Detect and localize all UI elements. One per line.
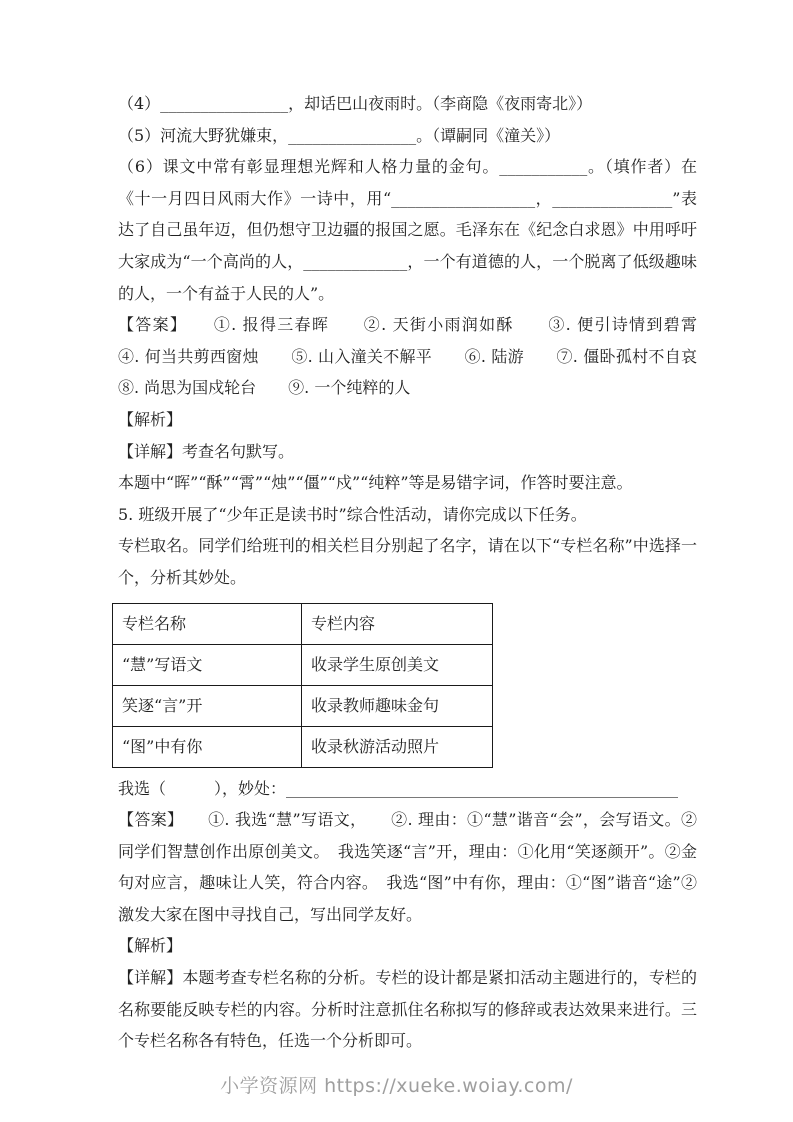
table-row bbox=[113, 726, 493, 767]
footer-watermark: 小学资源网 https://xueke.woiay.com/ bbox=[220, 1075, 573, 1097]
question-6-block: （6）课文中常有彰显理想光辉和人格力量的金句。___________。（填作者）在《十一月四日风雨大作》一诗中，用“__________________，_______________”表达了自己虽年迈，但仍想守卫边疆的报国之愿。毛泽东在《纪念白求恩》中用呼吁大家成为“一个高尚的人，_____________，一个有道德的人，一个脱离了低级趣味的人，一个有益于人民的人”。 bbox=[118, 157, 697, 303]
choice-fill-line: 我选（ ），妙处：_________________________________________________ bbox=[118, 778, 679, 798]
table-cell-column-content: 收录教师趣味金句 bbox=[302, 685, 493, 726]
document-content bbox=[118, 88, 730, 1057]
answer-block-dictation: 【答案】 ①. 报得三春晖 ②. 天街小雨润如酥 ③. 便引诗情到碧霄 ④. 何当共剪西窗烛 ⑤. 山入潼关不解平 ⑥. 陆游 ⑦. 僵卧孤村不自哀 ⑧. 尚思为国戍轮台 ⑨. 一个纯粹的人 bbox=[118, 315, 730, 398]
table-row bbox=[113, 644, 493, 685]
table-cell-column-name: 笑逐“言”开 bbox=[113, 685, 302, 726]
table-cell-column-name: “慧”写语文 bbox=[113, 644, 302, 685]
detail-explanation: 【详解】考查名句默写。 bbox=[118, 441, 295, 461]
analysis-label: 【解析】 bbox=[118, 409, 183, 429]
table-row bbox=[113, 685, 493, 726]
question-4-line: （4）________________，却话巴山夜雨时。（李商隐《夜雨寄北》） bbox=[118, 94, 593, 113]
column-naming-intro: 专栏取名。同学们给班刊的相关栏目分别起了名字，请在以下“专栏名称”中选择一个，分析其妙处。 bbox=[118, 536, 697, 587]
question-5-task-line: 5. 班级开展了“少年正是读书时”综合性活动，请你完成以下任务。 bbox=[118, 504, 587, 524]
table-cell-column-name: “图”中有你 bbox=[113, 726, 302, 767]
detail-explanation-2: 【详解】本题考查专栏名称的分析。专栏的设计都是紧扣活动主题进行的，专栏的名称要能反映专栏的内容。分析时注意抓住名称拟写的修辞或表达效果来进行。三个专栏名称各有特色，任选一个分析即可。 bbox=[118, 968, 697, 1051]
column-table bbox=[112, 603, 493, 768]
table-header-column-content: 专栏内容 bbox=[302, 603, 493, 644]
question-5-line: （5）河流大野犹嫌束，________________。（谭嗣同《潼关》） bbox=[118, 125, 561, 145]
table-header-row bbox=[113, 603, 493, 644]
table-header-column-name: 专栏名称 bbox=[113, 603, 302, 644]
error-prone-words-note: 本题中“晖”“酥”“霄”“烛”“僵”“戍”“纯粹”等是易错字词，作答时要注意。 bbox=[118, 473, 633, 493]
answer-block-column: 【答案】 ①. 我选“慧”写语文， ②. 理由：①“慧”谐音“会”，会写语文。②同学们智慧创作出原创美文。 我选笑逐“言”开，理由：①化用“笑逐颜开”。②金句对应言，趣味让人笑，符合内容。 我选“图”中有你，理由：①“图”谐音“途”②激发大家在图中寻找自己，写出同学友好。 bbox=[118, 810, 697, 924]
analysis-label-2: 【解析】 bbox=[118, 936, 183, 956]
table-cell-column-content: 收录秋游活动照片 bbox=[302, 726, 493, 767]
table-cell-column-content: 收录学生原创美文 bbox=[302, 644, 493, 685]
